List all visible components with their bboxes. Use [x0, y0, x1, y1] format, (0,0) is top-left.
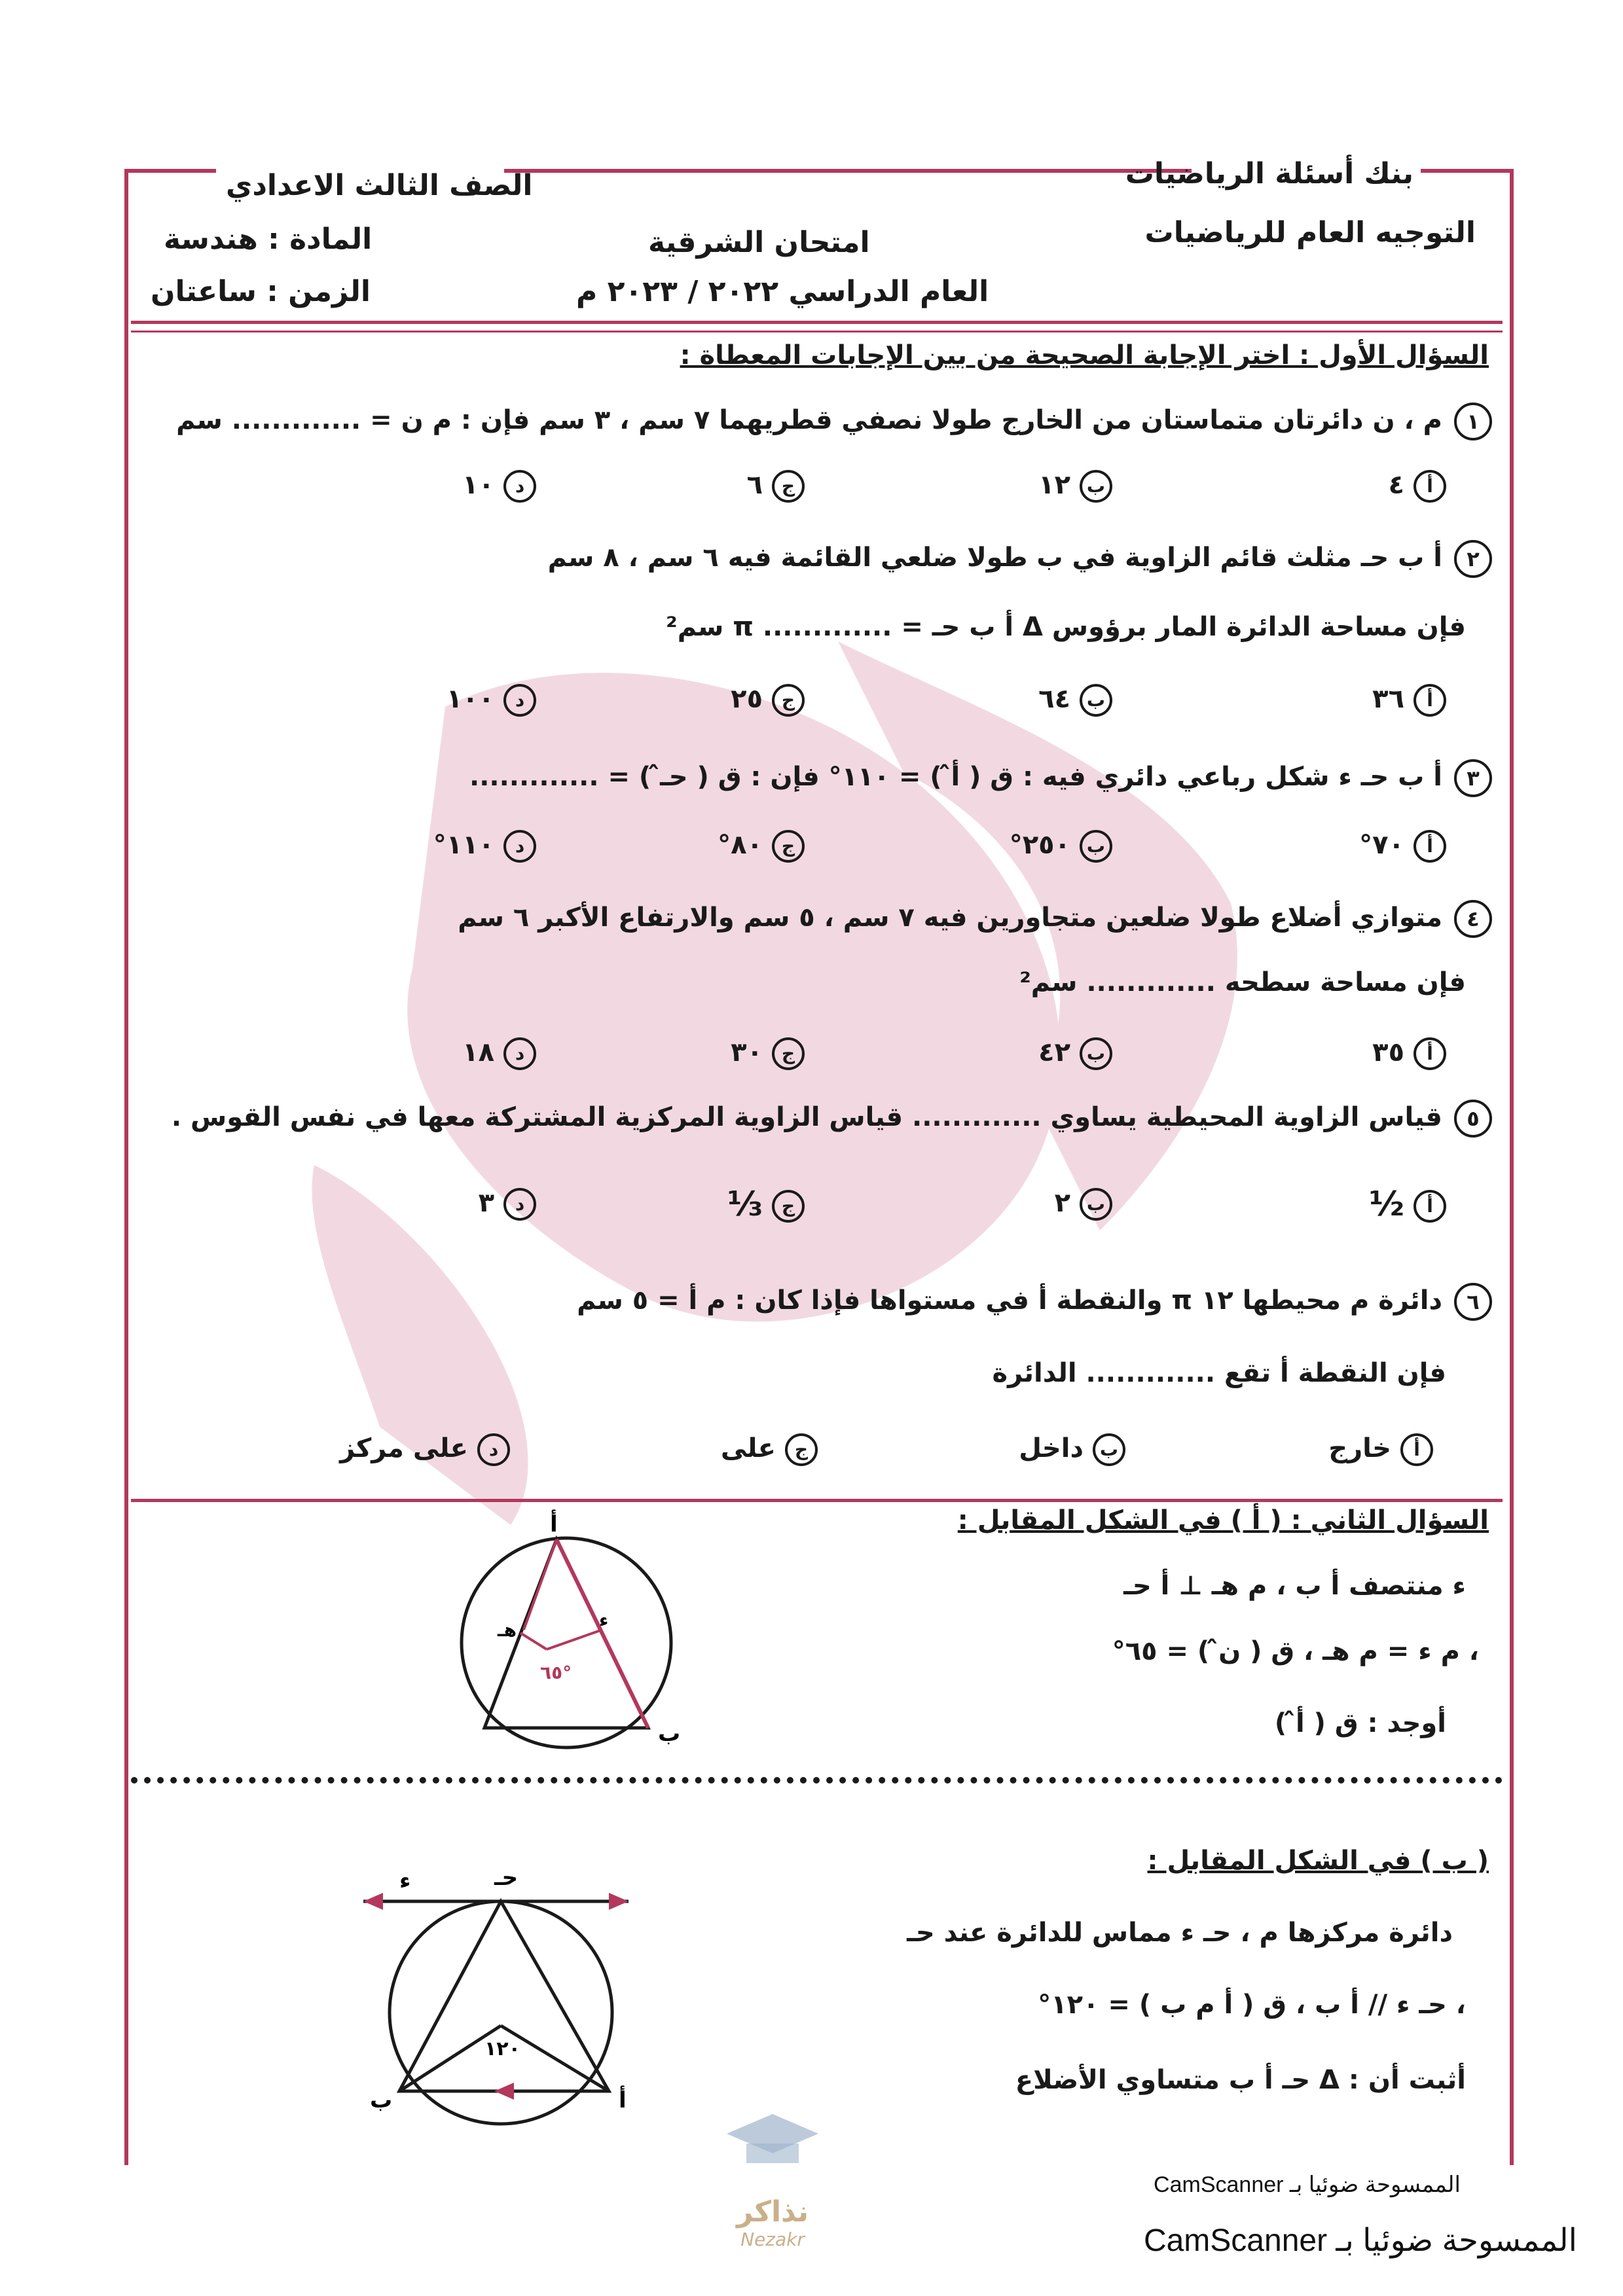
option-letter: د: [503, 830, 536, 863]
option-letter: د: [503, 1188, 536, 1221]
option-d[interactable]: [479, 1188, 536, 1221]
option-letter: أ: [1413, 684, 1446, 717]
option-letter: د: [503, 684, 536, 717]
option-letter: ب: [1080, 1188, 1112, 1221]
bank-title: بنك أسئلة الرياضيات: [1125, 157, 1413, 190]
option-value: داخل: [1019, 1433, 1084, 1463]
point-h-label: هـ: [498, 1619, 517, 1641]
option-c[interactable]: [718, 830, 805, 863]
q1-item-2: [548, 540, 1492, 578]
logo-latin: Nezakr: [740, 2229, 805, 2250]
option-value: على مركز: [340, 1433, 468, 1463]
graduation-cap-icon: [707, 2108, 838, 2193]
item-number: ٢: [1454, 540, 1492, 578]
option-letter: د: [503, 1037, 536, 1070]
option-a[interactable]: [1369, 1185, 1446, 1224]
item-text: م ، ن دائرتان متماستان من الخارج طولا نصفي قطريهما ٧ سم ، ٣ سم فإن : م ن = ............. سم: [176, 405, 1442, 435]
option-b[interactable]: [1038, 470, 1112, 503]
option-value: ١١٠°: [433, 830, 494, 860]
option-a[interactable]: [1389, 470, 1446, 503]
option-c[interactable]: [731, 684, 805, 717]
item-text: متوازي أضلاع طولا ضلعين متجاورين فيه ٧ سم ، ٥ سم والارتفاع الأكبر ٦ سم: [458, 903, 1442, 933]
item-number: ٦: [1454, 1283, 1492, 1321]
option-a[interactable]: [1328, 1433, 1433, 1466]
option-letter: أ: [1413, 1037, 1446, 1070]
section-separator: [131, 1499, 1503, 1502]
option-value: ⅓: [727, 1185, 763, 1224]
vertex-a-label: أ: [619, 2087, 627, 2113]
option-value: على: [720, 1433, 776, 1463]
option-value: ٣٠: [731, 1037, 763, 1067]
frame-top-center: [504, 169, 1192, 173]
q1-title: السؤال الأول : اختر الإجابة الصحيحة من بين الإجابات المعطاة :: [680, 340, 1489, 370]
option-a[interactable]: [1372, 1037, 1446, 1070]
q1-item-2-line2: فإن مساحة الدائرة المار برؤوس Δ أ ب حـ = ............. π سم²: [666, 612, 1466, 642]
option-a[interactable]: [1372, 684, 1446, 717]
q1-item-6-line2: فإن النقطة أ تقع ............. الدائرة: [992, 1358, 1446, 1388]
site-logo: [707, 2108, 838, 2250]
option-letter: ب: [1093, 1433, 1125, 1466]
option-value: ١٢: [1038, 470, 1070, 500]
option-b[interactable]: [1038, 684, 1112, 717]
option-value: ١٠٠: [446, 684, 494, 714]
option-letter: ب: [1080, 830, 1112, 863]
q2a-figure: [432, 1505, 707, 1767]
option-letter: ب: [1080, 684, 1112, 717]
option-value: ٦٤: [1038, 684, 1070, 714]
angle-label: ٦٥°: [540, 1662, 572, 1683]
q2-title: السؤال الثاني : ( أ ) في الشكل المقابل :: [957, 1505, 1489, 1535]
q2a-line-3: أوجد : ق ( أ̂ ): [1274, 1708, 1446, 1738]
option-letter: ج: [785, 1433, 818, 1466]
item-number: ٣: [1454, 759, 1492, 797]
option-letter: أ: [1413, 830, 1446, 863]
directorate-title: التوجيه العام للرياضيات: [1144, 216, 1476, 249]
camscanner-mark-large: الممسوحة ضوئيا بـ CamScanner: [1143, 2223, 1577, 2258]
option-d[interactable]: [462, 470, 536, 503]
q2b-figure: [354, 1865, 655, 2140]
option-letter: ج: [772, 470, 805, 503]
option-value: ٢٥٠°: [1009, 830, 1070, 860]
option-d[interactable]: [462, 1037, 536, 1070]
exam-title: امتحان الشرقية: [648, 226, 870, 259]
q2b-line-3: أثبت أن : Δ حـ أ ب متساوي الأضلاع: [1015, 2065, 1466, 2095]
option-value: ٧٠°: [1359, 830, 1404, 860]
option-d[interactable]: [433, 830, 536, 863]
q2b-line-2: ، حـ ء // أ ب ، ق ( أ م ب ) = ١٢٠°: [1038, 1990, 1466, 2020]
q2b-line-1: دائرة مركزها م ، حـ ء مماس للدائرة عند حـ: [907, 1918, 1453, 1948]
q2a-line-1: ء منتصف أ ب ، م هـ ⊥ أ حـ: [1123, 1571, 1466, 1601]
option-value: خارج: [1328, 1433, 1391, 1463]
q1-item-4: [458, 900, 1492, 938]
option-value: ٨٠°: [718, 830, 763, 860]
option-value: ٤: [1388, 470, 1404, 500]
point-c-label: حـ: [494, 1865, 519, 1891]
q2a-line-2: ، م ء = م هـ ، ق ( ن̂ ) = ٦٥°: [1112, 1636, 1479, 1666]
option-letter: أ: [1413, 1190, 1446, 1223]
option-value: ٦: [746, 470, 763, 500]
vertex-a-label: أ: [550, 1511, 558, 1537]
option-letter: ج: [772, 1190, 805, 1223]
frame-top-right: [1421, 169, 1510, 173]
q1-item-6: [577, 1283, 1492, 1321]
grade-label: الصف الثالث الاعدادي: [226, 169, 533, 202]
q1-item-4-line2: فإن مساحة سطحه ............. سم²: [1019, 967, 1466, 997]
angle-label: ١٢٠: [484, 2037, 520, 2060]
header-separator: [131, 321, 1503, 324]
option-c[interactable]: [721, 1433, 818, 1466]
option-letter: ب: [1080, 1037, 1112, 1070]
option-value: ٣٦: [1372, 684, 1404, 714]
option-value: ½: [1369, 1185, 1404, 1224]
item-text: أ ب حـ مثلث قائم الزاوية في ب طولا ضلعي القائمة فيه ٦ سم ، ٨ سم: [547, 543, 1442, 573]
item-number: ٥: [1454, 1100, 1492, 1138]
option-letter: أ: [1413, 470, 1446, 503]
option-d[interactable]: [447, 684, 536, 717]
q2b-title: ( ب ) في الشكل المقابل :: [1147, 1846, 1489, 1876]
point-d-label: ء: [399, 1868, 411, 1894]
option-letter: د: [503, 470, 536, 503]
q1-item-3: [469, 759, 1492, 797]
item-number: ١: [1454, 403, 1492, 440]
camscanner-mark-small: الممسوحة ضوئيا بـ CamScanner: [1154, 2172, 1461, 2197]
option-value: ٢٥: [731, 684, 763, 714]
header-separator-2: [131, 331, 1503, 332]
option-value: ٢: [1054, 1188, 1070, 1218]
option-c[interactable]: [727, 1185, 805, 1224]
option-letter: ب: [1080, 470, 1112, 503]
option-b[interactable]: [1010, 830, 1112, 863]
option-value: ١٠: [462, 470, 494, 500]
option-letter: د: [477, 1433, 510, 1466]
item-number: ٤: [1454, 900, 1492, 938]
option-b[interactable]: [1055, 1188, 1112, 1221]
item-text: أ ب حـ ء شكل رباعي دائري فيه : ق ( أ̂ ) = ١١٠° فإن : ق ( حـ̂ ) = .............: [469, 762, 1442, 792]
option-letter: ج: [772, 1037, 805, 1070]
option-a[interactable]: [1359, 830, 1446, 863]
item-text: دائرة م محيطها ١٢ π والنقطة أ في مستواها فإذا كان : م أ = ٥ سم: [577, 1285, 1442, 1316]
option-b[interactable]: [1038, 1037, 1112, 1070]
vertex-b-label: ب: [370, 2087, 393, 2113]
point-d-label: ء: [599, 1609, 609, 1631]
option-letter: أ: [1400, 1433, 1433, 1466]
option-value: ٤٢: [1038, 1037, 1070, 1067]
option-value: ١٨: [462, 1037, 494, 1067]
option-value: ٣: [478, 1188, 494, 1218]
option-letter: ج: [772, 830, 805, 863]
duration-label: الزمن : ساعتان: [151, 275, 371, 308]
vertex-b-label: ب: [658, 1721, 681, 1747]
logo-text: نذاكر: [737, 2195, 809, 2229]
academic-year: العام الدراسي ٢٠٢٢ / ٢٠٢٣ م: [576, 275, 989, 308]
option-b[interactable]: [1019, 1433, 1125, 1466]
option-d[interactable]: [340, 1433, 510, 1466]
frame-top-left: [124, 169, 216, 173]
dotted-separator: [131, 1777, 1503, 1784]
option-c[interactable]: [747, 470, 805, 503]
option-c[interactable]: [731, 1037, 805, 1070]
option-value: ٣٥: [1372, 1037, 1404, 1067]
option-letter: ج: [772, 684, 805, 717]
q1-item-1: [176, 403, 1492, 440]
q1-item-5: [172, 1100, 1492, 1138]
item-text: قياس الزاوية المحيطية يساوي ............. قياس الزاوية المركزية المشتركة معها في نفس القوس .: [171, 1102, 1442, 1132]
subject-label: المادة : هندسة: [164, 223, 373, 256]
